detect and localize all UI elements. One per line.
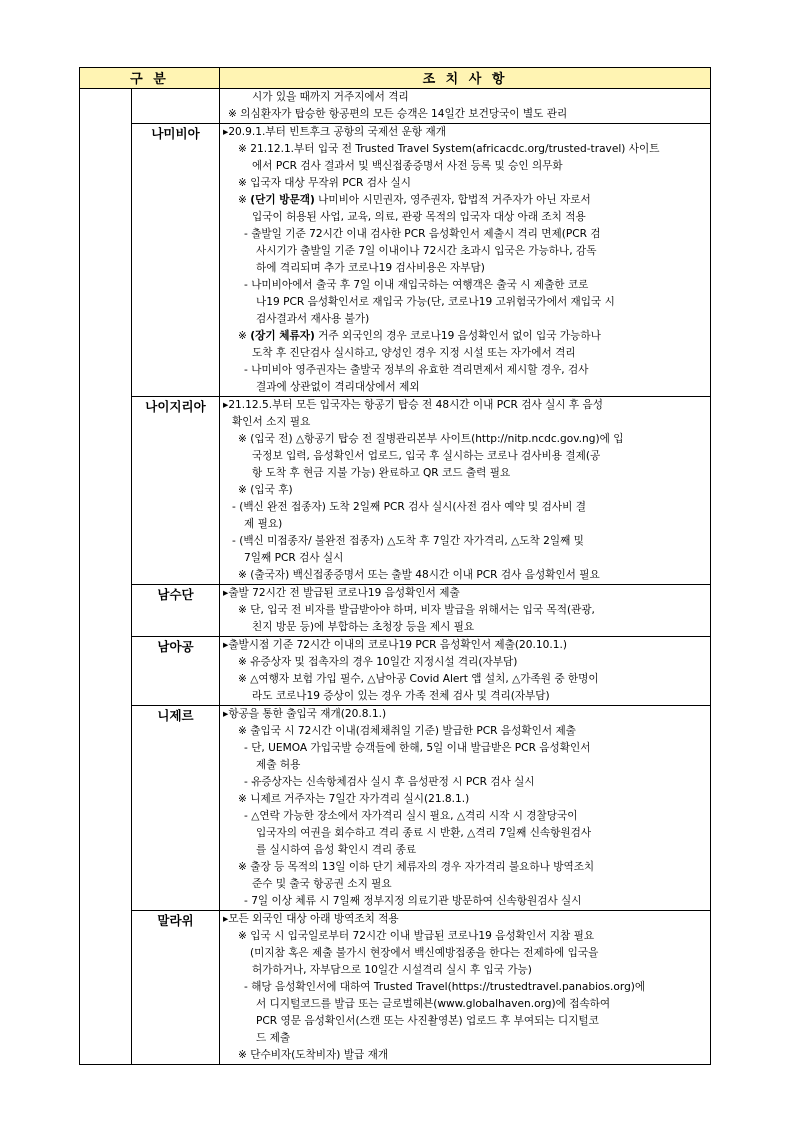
section-row-malawi	[80, 911, 711, 1065]
text-line: 를 실시하여 음성 확인시 격리 종료	[256, 844, 417, 856]
text-line: ※ 입국 시 입국일로부터 72시간 이내 발급된 코로나19 음성확인서 지참 필요	[238, 930, 595, 942]
section-row-south-sudan	[80, 585, 711, 637]
region-malawi: 말라위	[132, 911, 220, 1065]
text-line: ▸출발 72시간 전 발급된 코로나19 음성확인서 제출	[223, 587, 460, 599]
text-line: 항 도착 후 현금 지불 가능) 완료하고 QR 코드 출력 필요	[252, 467, 511, 479]
text-line: - △연락 가능한 장소에서 자가격리 실시 필요, △격리 시작 시 경찰당국이	[244, 810, 578, 822]
text-line: - 7일 이상 체류 시 7일째 정부지정 의료기관 방문하여 신속항원검사 실시	[244, 895, 582, 907]
text-line: 허가하거나, 자부담으로 10일간 시설격리 실시 후 입국 가능)	[252, 964, 532, 976]
text-line: PCR 영문 음성확인서(스캔 또는 사진촬영본) 업로드 후 부여되는 디지털코	[256, 1015, 599, 1027]
section-content	[220, 397, 711, 585]
region-namibia: 나미비아	[132, 124, 220, 397]
region-niger: 니제르	[132, 706, 220, 911]
text-line: 7일째 PCR 검사 실시	[244, 552, 344, 564]
text-line: - 해당 음성확인서에 대하여 Trusted Travel(https://trustedtravel.panabios.org)에	[244, 981, 646, 993]
text-line: ※ 단, 입국 전 비자를 발급받아야 하며, 비자 발급을 위해서는 입국 목적(관광,	[238, 604, 595, 616]
text-line: 결과에 상관없이 격리대상에서 제외	[256, 381, 420, 393]
text-emphasis: (장기 체류자)	[250, 330, 315, 342]
text-line: (미지참 혹은 제출 불가시 현장에서 백신예방접종을 한다는 전제하에 입국을	[250, 947, 599, 959]
text-line: ※ (입국 전) △항공기 탑승 전 질병관리본부 사이트(http://nitp.ncdc.gov.ng)에 입	[238, 433, 624, 445]
text-line: ※ 니제르 거주자는 7일간 자가격리 실시(21.8.1.)	[238, 793, 470, 805]
section-content	[220, 706, 711, 911]
text-line: ▸20.9.1.부터 빈트후크 공항의 국제선 운항 재개	[223, 126, 446, 138]
text-line: 사시기가 출발일 기준 7일 이내이나 72시간 초과시 입국은 가능하나, 감독	[256, 245, 597, 257]
section-row-continuation	[80, 89, 711, 124]
section-row-south-africa	[80, 637, 711, 706]
text-line: 도착 후 진단검사 실시하고, 양성인 경우 지정 시설 또는 자가에서 격리	[252, 347, 576, 359]
text-line: - 나미비아 영주권자는 출발국 정부의 유효한 격리면제서 제시할 경우, 검사	[244, 364, 589, 376]
text-line: 입국자의 여권을 회수하고 격리 종료 시 반환, △격리 7일째 신속항원검사	[256, 827, 592, 839]
section-content	[220, 89, 711, 124]
text-line: 서 디지털코드를 발급 또는 글로벌헤븐(www.globalhaven.org)에 접속하여	[256, 998, 611, 1010]
text-line: ▸21.12.5.부터 모든 입국자는 항공기 탑승 전 48시간 이내 PCR 검사 실시 후 음성	[223, 399, 603, 411]
text-line: 하에 격리되며 추가 코로나19 검사비용은 자부담)	[256, 262, 485, 274]
region-nigeria: 나이지리아	[132, 397, 220, 585]
text-line: - 나미비아에서 출국 후 7일 이내 재입국하는 여행객은 출국 시 제출한 코로	[244, 279, 589, 291]
text-line: - 유증상자는 신속항체검사 실시 후 음성판정 시 PCR 검사 실시	[244, 776, 535, 788]
header-row	[80, 68, 711, 89]
text-line: 제 필요)	[244, 518, 283, 530]
text-line: 라도 코로나19 증상이 있는 경우 가족 전체 검사 및 격리(자부담)	[252, 690, 550, 702]
section-row-namibia	[80, 124, 711, 397]
text-line: 친지 방문 등)에 부합하는 초청장 등을 제시 필요	[252, 621, 475, 633]
region-cell-empty	[132, 89, 220, 124]
text-line: 입국이 허용된 사업, 교육, 의료, 관광 목적의 입국자 대상 아래 조치 적용	[252, 211, 586, 223]
text-line: 국정보 입력, 음성확인서 업로드, 입국 후 실시하는 코로나 검사비용 결제(공	[252, 450, 601, 462]
text-line: 확인서 소지 필요	[232, 416, 311, 428]
text-line: ▸모든 외국인 대상 아래 방역조치 적용	[223, 913, 399, 925]
text-line: 나19 PCR 음성확인서로 재입국 가능(단, 코로나19 고위험국가에서 재입국 시	[256, 296, 615, 308]
text-line: ※ △여행자 보험 가입 필수, △남아공 Covid Alert 앱 설치, △가족원 중 한명이	[238, 673, 599, 685]
text-line	[220, 328, 710, 345]
text-line: 시가 있을 때까지 거주지에서 격리	[252, 91, 409, 103]
text-line: ※ (입국 후)	[238, 484, 293, 496]
text-line: 에서 PCR 검사 결과서 및 백신접종증명서 사전 등록 및 승인 의무화	[252, 160, 563, 172]
text-line: ※ (출국자) 백신접종증명서 또는 출발 48시간 이내 PCR 검사 음성확인서 필요	[238, 569, 600, 581]
section-content	[220, 124, 711, 397]
text-line: - (백신 완전 접종자) 도착 2일째 PCR 검사 실시(사전 검사 예약 및 검사비 결	[232, 501, 586, 513]
region-south-sudan: 남수단	[132, 585, 220, 637]
text-line: ▸출발시점 기준 72시간 이내의 코로나19 PCR 음성확인서 제출(20.10.1.)	[223, 639, 567, 651]
text-line: 검사결과서 재사용 불가)	[256, 313, 370, 325]
text-line: ※ 유증상자 및 접촉자의 경우 10일간 지정시설 격리(자부담)	[238, 656, 518, 668]
text-line: 준수 및 출국 항공권 소지 필요	[252, 878, 392, 890]
note-mark: ※	[238, 194, 251, 206]
text-line: ※ 입국자 대상 무작위 PCR 검사 실시	[238, 177, 412, 189]
measures-table	[79, 67, 711, 1065]
text-line: - (백신 미접종자/ 불완전 접종자) △도착 후 7일간 자가격리, △도착 2일째 및	[232, 535, 584, 547]
section-content	[220, 637, 711, 706]
text-line: ▸항공을 통한 출입국 재개(20.8.1.)	[223, 708, 387, 720]
text-line	[220, 192, 710, 209]
text-line: 드 제출	[256, 1032, 291, 1044]
text-line: ※ 출장 등 목적의 13일 이하 단기 체류자의 경우 자가격리 불요하나 방역조치	[238, 861, 595, 873]
header-measures: 조 치 사 항	[220, 68, 711, 89]
text-span: 나미비아 시민권자, 영주권자, 합법적 거주자가 아닌 자로서	[314, 194, 591, 206]
text-emphasis: (단기 방문객)	[250, 194, 315, 206]
header-category: 구 분	[80, 68, 220, 89]
section-row-niger	[80, 706, 711, 911]
text-line: 제출 허용	[256, 759, 301, 771]
text-line: ※ 21.12.1.부터 입국 전 Trusted Travel System(africacdc.org/trusted-travel) 사이트	[238, 143, 660, 155]
section-content	[220, 585, 711, 637]
continent-cell	[80, 89, 132, 1065]
text-line: ※ 출입국 시 72시간 이내(검체채취일 기준) 발급한 PCR 음성확인서 제출	[238, 725, 576, 737]
text-line: - 단, UEMOA 가입국발 승객들에 한해, 5일 이내 발급받은 PCR 음성확인서	[244, 742, 591, 754]
section-content	[220, 911, 711, 1065]
note-mark: ※	[238, 330, 251, 342]
text-line: ※ 단수비자(도착비자) 발급 재개	[238, 1049, 389, 1061]
text-line: - 출발일 기준 72시간 이내 검사한 PCR 음성확인서 제출시 격리 면제(PCR 검	[244, 228, 601, 240]
region-south-africa: 남아공	[132, 637, 220, 706]
text-span: 거주 외국인의 경우 코로나19 음성확인서 없이 입국 가능하나	[314, 330, 601, 342]
text-line: ※ 의심환자가 탑승한 항공편의 모든 승객은 14일간 보건당국이 별도 관리	[228, 108, 568, 120]
section-row-nigeria	[80, 397, 711, 585]
